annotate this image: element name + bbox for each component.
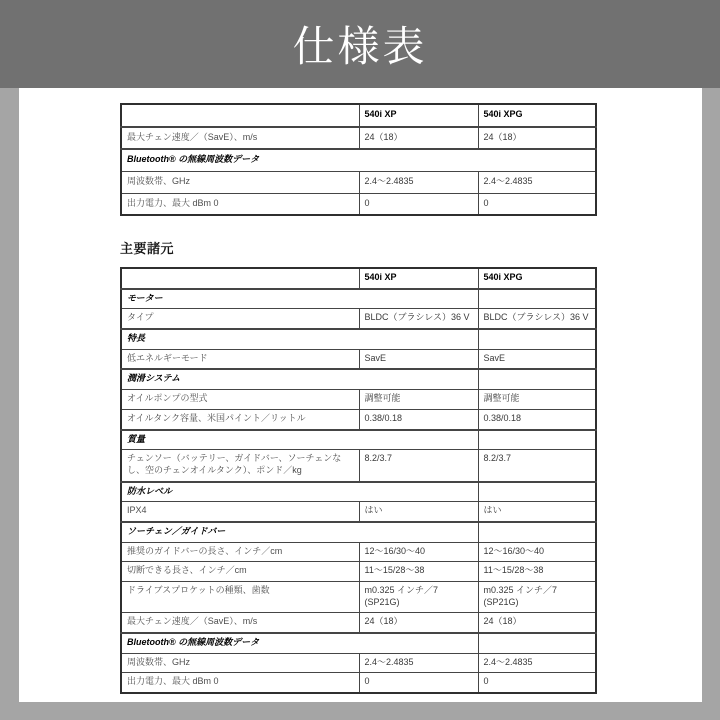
spec-row-data bbox=[121, 673, 596, 693]
spec-label-cell: オイルタンク容量、米国パイント／リットル bbox=[121, 409, 359, 429]
section-empty-cell bbox=[478, 522, 596, 542]
spec-value-cell: 0.38/0.18 bbox=[478, 409, 596, 429]
section-label-cell: Bluetooth® の無線周波数データ bbox=[121, 633, 478, 653]
spec-label-cell: チェンソー（バッテリー、ガイドバー、ソーチェンなし、空のチェンオイルタンク）、ポンド／kg bbox=[121, 450, 359, 482]
section-empty-cell bbox=[478, 633, 596, 653]
spec-row-section bbox=[121, 329, 596, 349]
spec-value-cell: 調整可能 bbox=[478, 390, 596, 410]
spec-label-cell: 周波数帯、GHz bbox=[121, 172, 359, 194]
page-title: 仕様表 bbox=[292, 23, 428, 70]
spec-value-cell: はい bbox=[359, 502, 478, 522]
spec-row-data bbox=[121, 653, 596, 673]
spec-value-cell: BLDC（ブラシレス）36 V bbox=[359, 309, 478, 329]
spec-value-cell: 0 bbox=[359, 673, 478, 693]
document-page bbox=[19, 88, 702, 702]
model-column-header: 540i XP bbox=[359, 268, 478, 289]
spec-value-cell: 12～16/30～40 bbox=[478, 542, 596, 562]
section-heading: 主要諸元 bbox=[120, 241, 175, 256]
spec-row-header bbox=[121, 104, 596, 127]
spec-value-cell: 12～16/30～40 bbox=[359, 542, 478, 562]
table-corner-cell bbox=[121, 268, 359, 289]
spec-row-section bbox=[121, 633, 596, 653]
spec-row-section bbox=[121, 522, 596, 542]
spec-label-cell: 周波数帯、GHz bbox=[121, 653, 359, 673]
spec-row-data bbox=[121, 450, 596, 482]
spec-row-section bbox=[121, 430, 596, 450]
spec-row-data bbox=[121, 582, 596, 613]
spec-row-section bbox=[121, 289, 596, 309]
spec-value-cell: 2.4～2.4835 bbox=[359, 653, 478, 673]
radio-frequency-spec-table-body bbox=[121, 104, 596, 215]
spec-value-cell: 0 bbox=[359, 193, 478, 215]
spec-label-cell: 出力電力、最大 dBm 0 bbox=[121, 193, 359, 215]
spec-value-cell: 24（18） bbox=[359, 127, 478, 150]
title-banner bbox=[0, 0, 720, 88]
section-label-cell: 防水レベル bbox=[121, 482, 478, 502]
section-label-cell: 特長 bbox=[121, 329, 478, 349]
spec-label-cell: 出力電力、最大 dBm 0 bbox=[121, 673, 359, 693]
section-label-cell: モーター bbox=[121, 289, 478, 309]
spec-value-cell: BLDC（ブラシレス）36 V bbox=[478, 309, 596, 329]
spec-label-cell: 切断できる長さ、インチ／cm bbox=[121, 562, 359, 582]
model-column-header: 540i XP bbox=[359, 104, 478, 127]
spec-label-cell: ドライブスプロケットの種類、歯数 bbox=[121, 582, 359, 613]
spec-value-cell: はい bbox=[478, 502, 596, 522]
spec-row-data bbox=[121, 390, 596, 410]
spec-label-cell: IPX4 bbox=[121, 502, 359, 522]
section-empty-cell bbox=[478, 289, 596, 309]
radio-frequency-spec-table bbox=[120, 103, 597, 216]
spec-value-cell: 2.4～2.4835 bbox=[359, 172, 478, 194]
spec-value-cell: 0 bbox=[478, 193, 596, 215]
spec-row-data bbox=[121, 542, 596, 562]
model-column-header: 540i XPG bbox=[478, 268, 596, 289]
spec-row-data bbox=[121, 562, 596, 582]
section-label-cell: 質量 bbox=[121, 430, 478, 450]
spec-value-cell: 11～15/28～38 bbox=[359, 562, 478, 582]
spec-value-cell: 24（18） bbox=[478, 127, 596, 150]
spec-label-cell: 低エネルギーモード bbox=[121, 349, 359, 369]
section-empty-cell bbox=[478, 430, 596, 450]
spec-row-data bbox=[121, 349, 596, 369]
spec-value-cell: 24（18） bbox=[359, 613, 478, 633]
spec-value-cell: 8.2/3.7 bbox=[478, 450, 596, 482]
spec-value-cell: 2.4～2.4835 bbox=[478, 172, 596, 194]
section-empty-cell bbox=[478, 369, 596, 389]
spec-value-cell: m0.325 インチ／7 (SP21G) bbox=[478, 582, 596, 613]
spec-value-cell: 0.38/0.18 bbox=[359, 409, 478, 429]
spec-value-cell: 24（18） bbox=[478, 613, 596, 633]
spec-value-cell: SavE bbox=[359, 349, 478, 369]
spec-label-cell: 最大チェン速度／（SavE）、m/s bbox=[121, 613, 359, 633]
section-empty-cell bbox=[478, 482, 596, 502]
spec-value-cell: 11～15/28～38 bbox=[478, 562, 596, 582]
spec-value-cell: m0.325 インチ／7 (SP21G) bbox=[359, 582, 478, 613]
main-spec-table-body bbox=[121, 268, 596, 693]
spec-row-data bbox=[121, 172, 596, 194]
spec-row-section bbox=[121, 482, 596, 502]
spec-label-cell: オイルポンプの型式 bbox=[121, 390, 359, 410]
spec-label-cell: 推奨のガイドバーの長さ、インチ／cm bbox=[121, 542, 359, 562]
spec-value-cell: 8.2/3.7 bbox=[359, 450, 478, 482]
section-empty-cell bbox=[478, 329, 596, 349]
spec-row-section-full bbox=[121, 149, 596, 171]
spec-row-section bbox=[121, 369, 596, 389]
main-spec-table bbox=[120, 267, 597, 694]
spec-row-header bbox=[121, 268, 596, 289]
spec-row-data bbox=[121, 193, 596, 215]
spec-value-cell: 2.4～2.4835 bbox=[478, 653, 596, 673]
spec-value-cell: SavE bbox=[478, 349, 596, 369]
table-corner-cell bbox=[121, 104, 359, 127]
spec-row-data bbox=[121, 613, 596, 633]
spec-value-cell: 調整可能 bbox=[359, 390, 478, 410]
spec-row-data bbox=[121, 309, 596, 329]
spec-value-cell: 0 bbox=[478, 673, 596, 693]
section-label-cell: Bluetooth® の無線周波数データ bbox=[121, 149, 596, 171]
spec-row-data bbox=[121, 502, 596, 522]
model-column-header: 540i XPG bbox=[478, 104, 596, 127]
section-label-cell: ソーチェン／ガイドバー bbox=[121, 522, 478, 542]
spec-row-data bbox=[121, 409, 596, 429]
spec-row-data bbox=[121, 127, 596, 150]
spec-label-cell: 最大チェン速度／（SavE）、m/s bbox=[121, 127, 359, 150]
spec-label-cell: タイプ bbox=[121, 309, 359, 329]
section-label-cell: 潤滑システム bbox=[121, 369, 478, 389]
